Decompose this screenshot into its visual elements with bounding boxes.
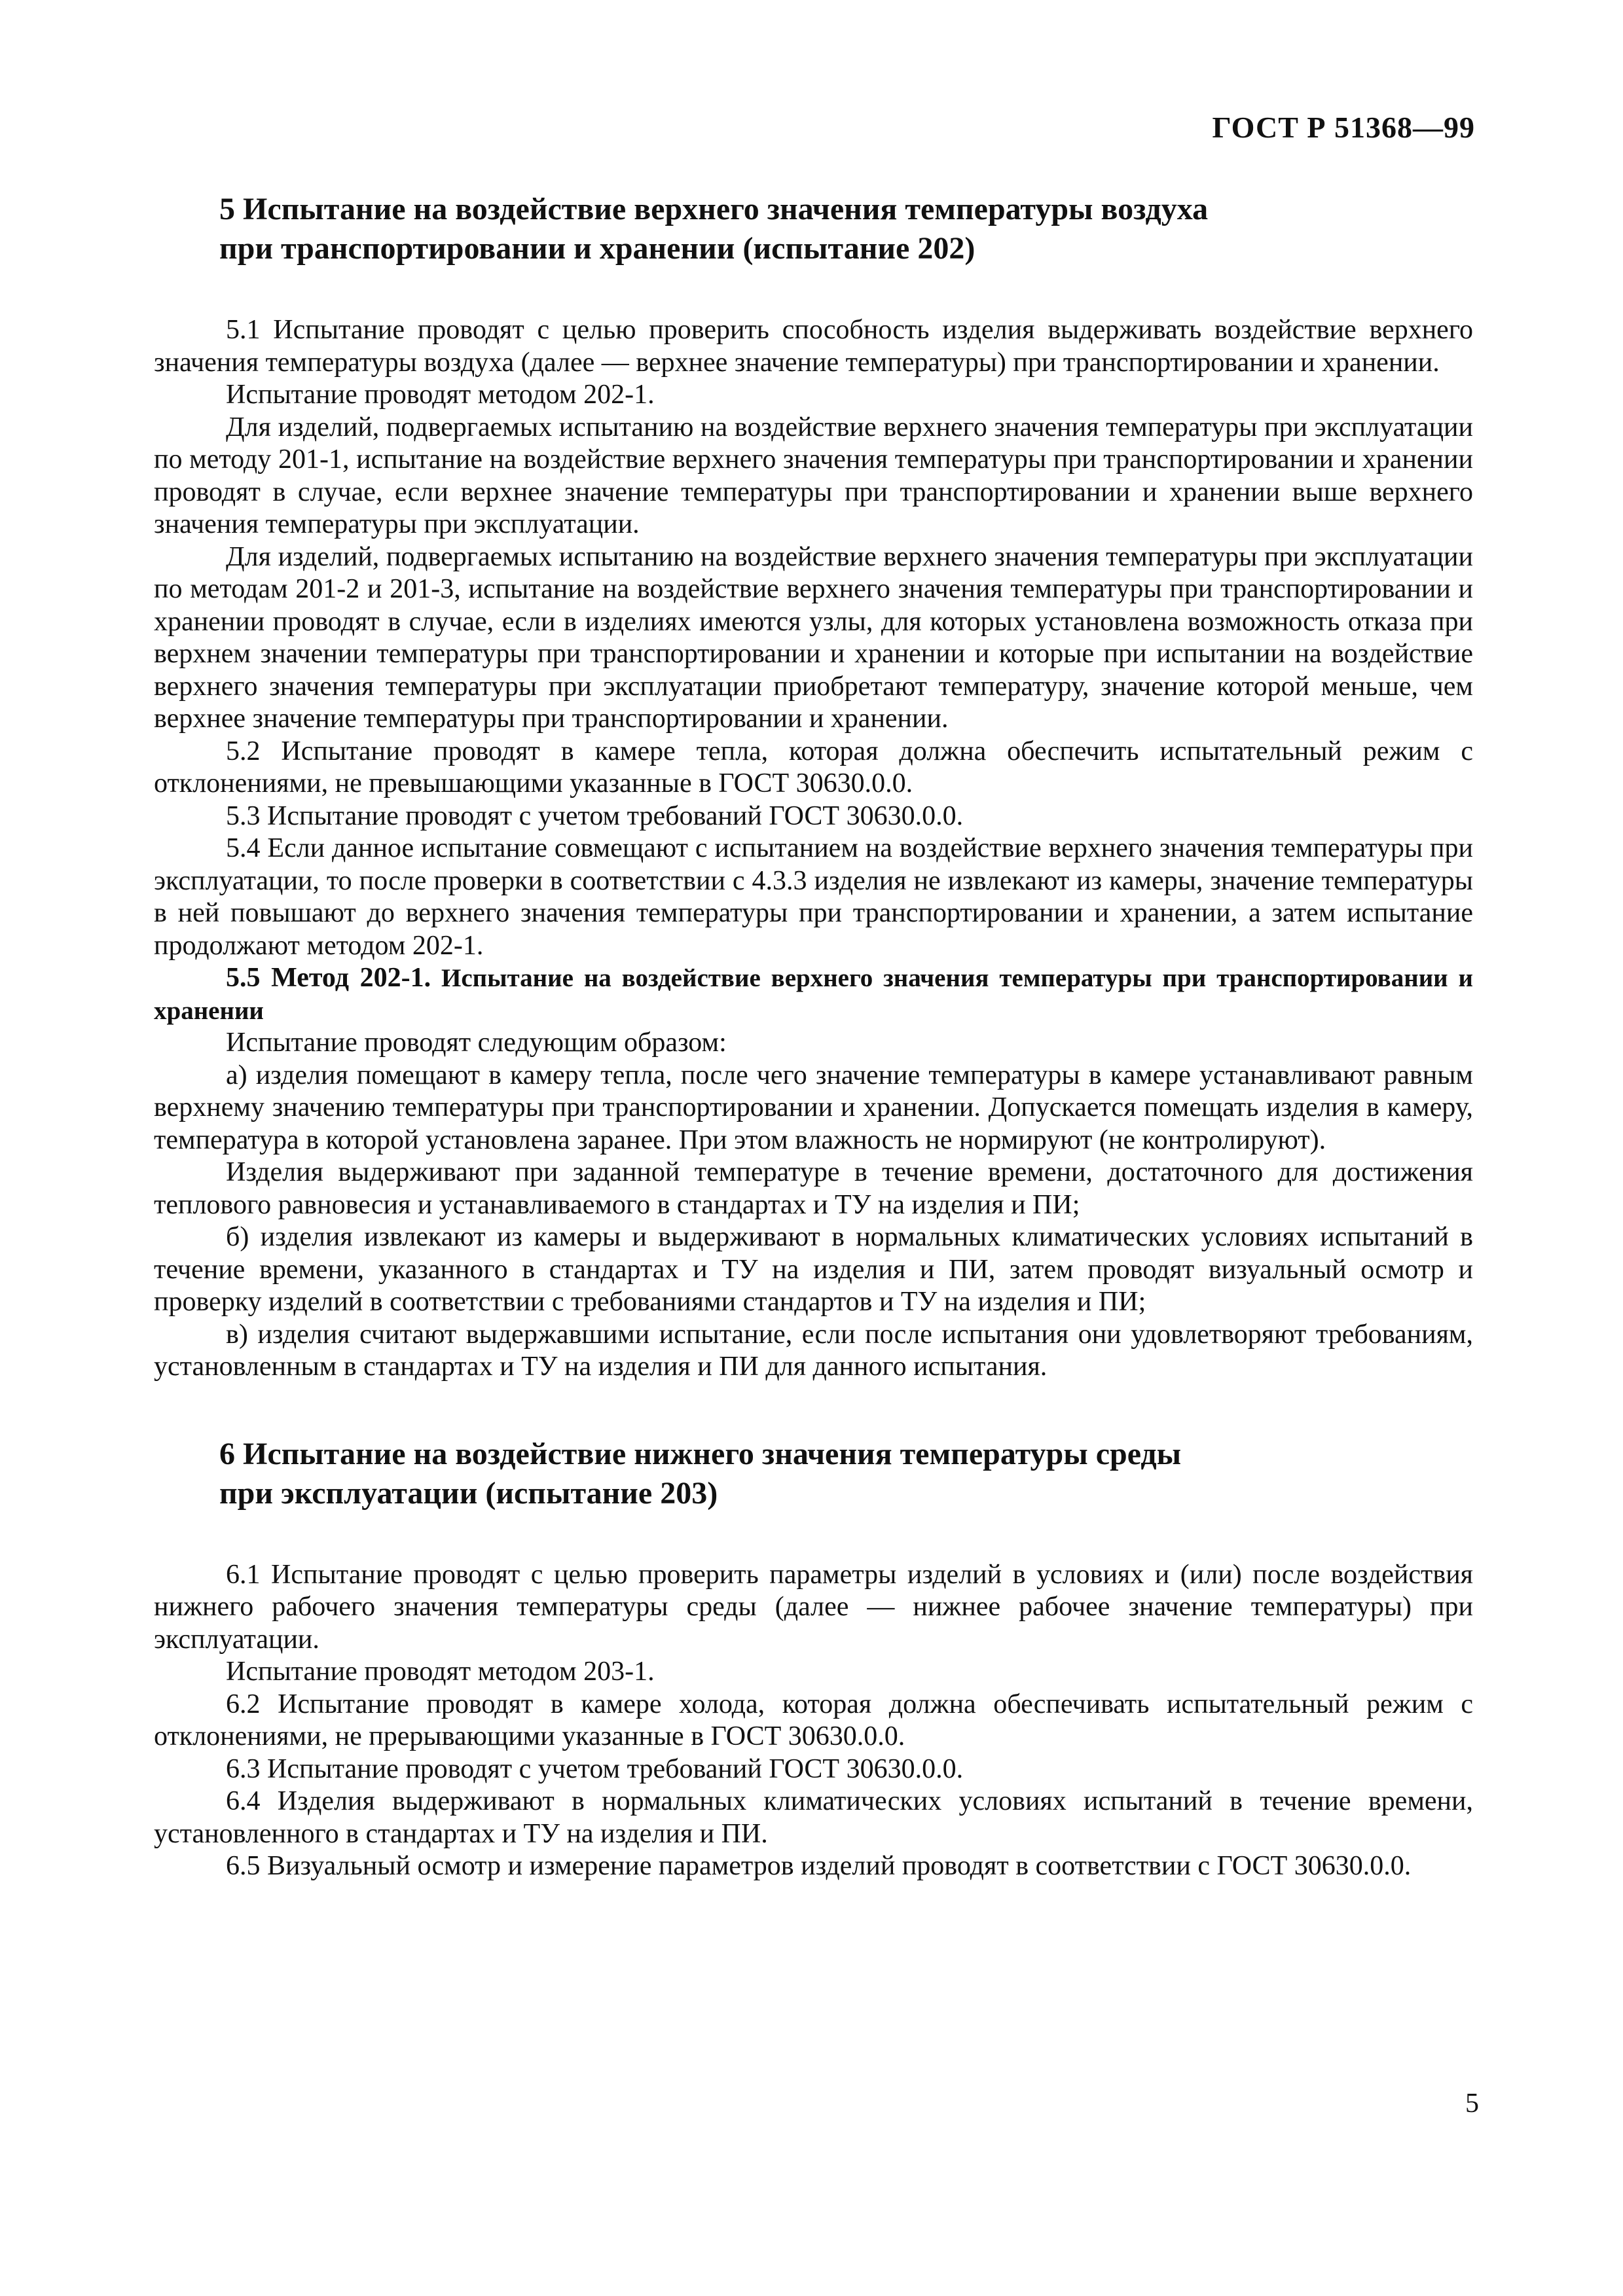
paragraph-5-5-a-hold: Изделия выдерживают при заданной температуре в течение времени, достаточного для достижения теплового равновесия и устанавливаемого в стандартах и ТУ на изделия и ПИ; <box>154 1157 1473 1220</box>
paragraph-5-1-method: Испытание проводят методом 202-1. <box>226 380 655 410</box>
paragraph-5-1-note-b: Для изделий, подвергаемых испытанию на воздействие верхнего значения температуры при эксплуатации по методам 201-2 и 201-3, испытание на воздействие верхнего значения температуры при транспортировании и хранении проводят в случае, если в изделиях имеются узлы, для которых установлена возможность отказа при верхнем значении температуры при транспортировании и хранении и которые при испытании на воздействие верхнего значения температуры при эксплуатации приобретают температуру, значение которой меньше, чем верхнее значение температуры при транспортировании и хранении. <box>154 541 1473 734</box>
section-5-title-line-1: 5 Испытание на воздействие верхнего значения температуры воздуха <box>219 192 1209 226</box>
page-number: 5 <box>1465 2089 1479 2119</box>
subsection-5-5-title: Испытание на воздействие верхнего значения температуры при транспортировании и хранении <box>154 964 1473 1025</box>
paragraph-6-1-method: Испытание проводят методом 203-1. <box>226 1657 655 1687</box>
paragraph-5-1: 5.1 Испытание проводят с целью проверить способность изделия выдерживать воздействие верхнего значения температуры воздуха (далее — верхнее значение температуры) при транспортировании и хранении. <box>154 315 1473 378</box>
subsection-5-5-label: 5.5 Метод 202-1. <box>226 963 431 993</box>
section-6-title <box>219 1435 1473 1513</box>
paragraph-6-2: 6.2 Испытание проводят в камере холода, которая должна обеспечивать испытательный режим с отклонениями, не прерывающими указанные в ГОСТ 30630.0.0. <box>154 1689 1473 1751</box>
paragraph-5-5-b: б) изделия извлекают из камеры и выдерживают в нормальных климатических условиях испытаний в течение времени, указанного в стандартах и ТУ на изделия и ПИ, затем проводят визуальный осмотр и проверку изделий в соответствии с требованиями стандартов и ТУ на изделия и ПИ; <box>154 1222 1473 1317</box>
paragraph-5-4: 5.4 Если данное испытание совмещают с испытанием на воздействие верхнего значения температуры при эксплуатации, то после проверки в соответствии с 4.3.3 изделия не извлекают из камеры, значение температуры в ней повышают до верхнего значения температуры при транспортировании и хранении, а затем испытание продолжают методом 202-1. <box>154 833 1473 961</box>
paragraph-6-4: 6.4 Изделия выдерживают в нормальных климатических условиях испытаний в течение времени, установленного в стандартах и ТУ на изделия и ПИ. <box>154 1786 1473 1849</box>
paragraph-5-5-intro: Испытание проводят следующим образом: <box>226 1028 727 1058</box>
paragraph-5-3: 5.3 Испытание проводят с учетом требований ГОСТ 30630.0.0. <box>226 800 964 831</box>
paragraph-5-2: 5.2 Испытание проводят в камере тепла, которая должна обеспечить испытательный режим с отклонениями, не превышающими указанные в ГОСТ 30630.0.0. <box>154 736 1473 798</box>
section-6-title-line-1: 6 Испытание на воздействие нижнего значения температуры среды <box>219 1436 1182 1471</box>
document-body <box>154 190 1473 1883</box>
paragraph-6-5: 6.5 Визуальный осмотр и измерение параметров изделий проводят в соответствии с ГОСТ 30630.0.0. <box>226 1851 1412 1881</box>
paragraph-5-5-a: а) изделия помещают в камеру тепла, после чего значение температуры в камере устанавливают равным верхнему значению температуры при транспортировании и хранении. Допускается помещать изделия в камеру, температура в которой установлена заранее. При этом влажность не нормируют (не контролируют). <box>154 1060 1473 1155</box>
section-6-title-line-2: при эксплуатации (испытание 203) <box>219 1475 718 1511</box>
section-5-title <box>219 190 1473 268</box>
subsection-5-5-heading <box>154 962 1473 1027</box>
paragraph-6-1: 6.1 Испытание проводят с целью проверить параметры изделий в условиях и (или) после воздействия нижнего рабочего значения температуры среды (далее — нижнее рабочее значение температуры) при эксплуатации. <box>154 1559 1473 1655</box>
section-5-title-line-2: при транспортировании и хранении (испытание 202) <box>219 231 976 266</box>
document-id-header: ГОСТ Р 51368—99 <box>1212 111 1475 144</box>
paragraph-5-5-v: в) изделия считают выдержавшими испытание, если после испытания они удовлетворяют требованиям, установленным в стандартах и ТУ на изделия и ПИ для данного испытания. <box>154 1319 1473 1382</box>
paragraph-6-3: 6.3 Испытание проводят с учетом требований ГОСТ 30630.0.0. <box>226 1753 964 1784</box>
paragraph-5-1-note-a: Для изделий, подвергаемых испытанию на воздействие верхнего значения температуры при эксплуатации по методу 201-1, испытание на воздействие верхнего значения температуры при транспортировании и хранении проводят в случае, если верхнее значение температуры при транспортировании и хранении выше верхнего значения температуры при эксплуатации. <box>154 412 1473 539</box>
